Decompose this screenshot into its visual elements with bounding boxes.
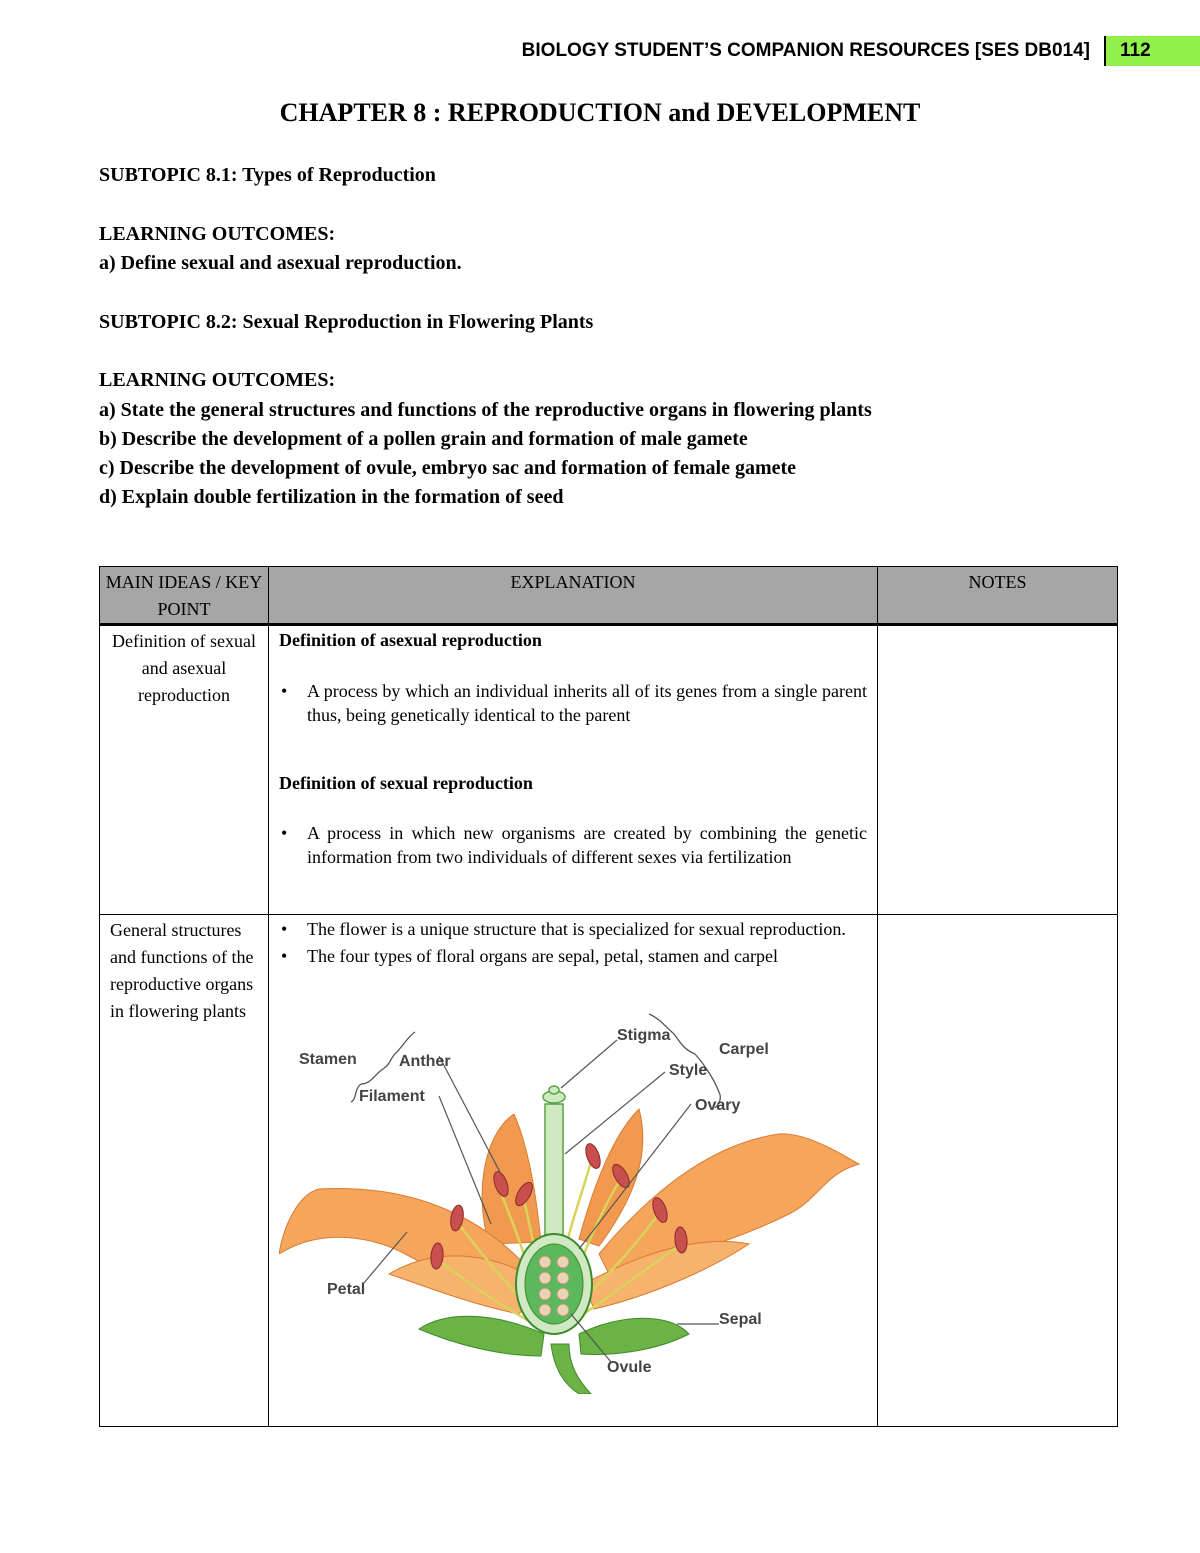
subtopic-2-outcome-c: c) Describe the development of ovule, embryo sac and formation of female gamete: [99, 457, 797, 479]
subtopic-1-title: SUBTOPIC 8.1: Types of Reproduction: [99, 164, 436, 186]
subtopic-2-outcome-d: d) Explain double fertilization in the formation of seed: [99, 486, 564, 508]
label-stigma: Stigma: [617, 1027, 671, 1044]
subtopic-2-outcome-b: b) Describe the development of a pollen grain and formation of male gamete: [99, 428, 748, 450]
table-header-row: [100, 567, 1118, 625]
subtopic-2-outcome-a: a) State the general structures and functions of the reproductive organs in flowering plants: [99, 399, 872, 421]
label-anther: Anther: [399, 1053, 451, 1070]
main-idea-text: General structures and functions of the reproductive organs in flowering plants: [110, 920, 254, 1021]
stigma-top: [549, 1086, 559, 1094]
explanation-cell: [269, 625, 878, 915]
label-carpel: Carpel: [719, 1041, 769, 1058]
label-ovary: Ovary: [695, 1097, 741, 1114]
petal-back-left: [482, 1114, 541, 1244]
chapter-title: CHAPTER 8 : REPRODUCTION and DEVELOPMENT: [279, 98, 921, 127]
notes-cell[interactable]: [878, 625, 1118, 915]
subtopic-2-outcomes-heading: LEARNING OUTCOMES:: [99, 369, 336, 391]
asexual-heading: Definition of asexual reproduction: [279, 630, 542, 650]
header-title: BIOLOGY STUDENT’S COMPANION RESOURCES [SES DB014]: [521, 40, 1090, 61]
header-explanation: EXPLANATION: [269, 567, 878, 625]
page-number: 112: [1104, 36, 1200, 66]
page-header: [522, 36, 1200, 66]
explanation-cell: [269, 915, 878, 1427]
main-idea-cell: [100, 915, 269, 1427]
table-row: [100, 915, 1118, 1427]
main-idea-cell: [100, 625, 269, 915]
label-ovule: Ovule: [607, 1359, 652, 1376]
header-notes: NOTES: [878, 567, 1118, 625]
subtopic-1-outcome-a: a) Define sexual and asexual reproduction.: [99, 252, 462, 274]
sexual-heading: Definition of sexual reproduction: [279, 773, 533, 793]
label-petal: Petal: [327, 1281, 366, 1298]
table-row: [100, 625, 1118, 915]
label-stamen: Stamen: [299, 1051, 357, 1068]
flower-bullet-1: • The flower is a unique structure that is specialized for sexual reproduction.: [279, 917, 867, 941]
sepal-right: [579, 1318, 689, 1354]
label-sepal: Sepal: [719, 1311, 762, 1328]
notes-cell[interactable]: [878, 915, 1118, 1427]
flower-bullet-2: • The four types of floral organs are sepal, petal, stamen and carpel: [279, 944, 867, 968]
subtopic-2-title: SUBTOPIC 8.2: Sexual Reproduction in Flowering Plants: [99, 311, 594, 333]
flower-structure-diagram: [279, 984, 869, 1394]
ovary-inner: [525, 1244, 583, 1324]
notes-table: [99, 566, 1118, 1427]
subtopic-1-outcomes-heading: LEARNING OUTCOMES:: [99, 223, 336, 245]
label-style: Style: [669, 1062, 708, 1079]
asexual-definition: • A process by which an individual inherits all of its genes from a single parent thus, being genetically identical to the parent: [279, 679, 867, 727]
main-idea-text: Definition of sexual and asexual reproduction: [112, 631, 256, 705]
sexual-definition: • A process in which new organisms are created by combining the genetic information from two individuals of different sexes via fertilization: [279, 821, 867, 869]
header-main-ideas: MAIN IDEAS / KEY POINT: [100, 567, 269, 625]
label-filament: Filament: [359, 1088, 425, 1105]
sepal-left: [419, 1316, 544, 1356]
